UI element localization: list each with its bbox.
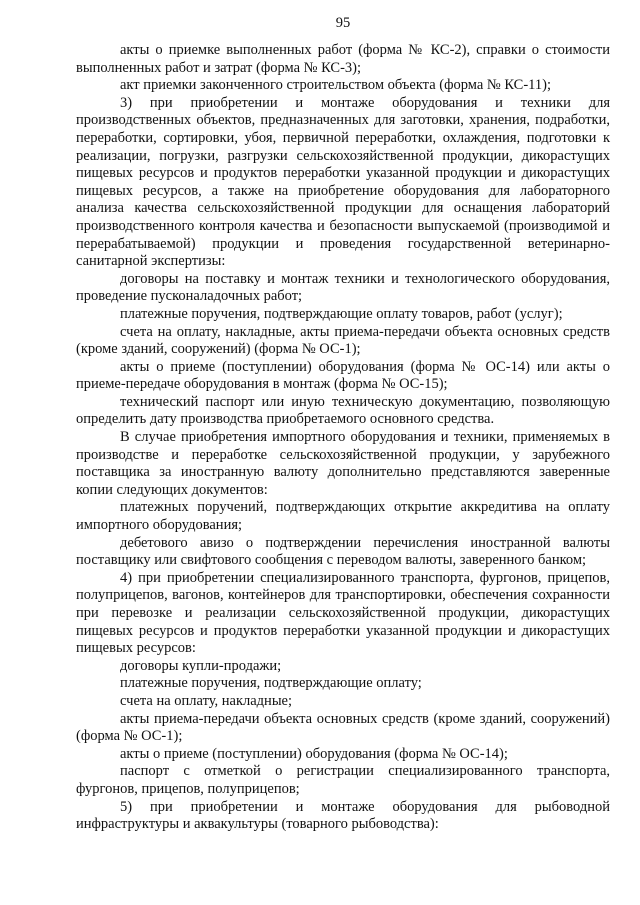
paragraph-os14-acts: акты о приеме (поступлении) оборудования (форма № ОС-14); [120,745,508,762]
paragraph-os1-acts: акты приема-передачи объекта основных средств (кроме зданий, сооружений) (форма № ОС-1); [76,710,610,745]
paragraph-debit-advice: дебетового авизо о подтверждении перечисления иностранной валюты поставщику или свифтового сообщения с переводом валюты, заверенного банком; [76,534,610,569]
paragraph-item-3-equipment: 3) при приобретении и монтаже оборудования и техники для производственных объектов, предназначенных для заготовки, хранения, подработки, переработки, сортировки, убоя, первичной переработки, охлаждения, подготовки к реализации, погрузки, разгрузки сельскохозяйственной продукции, дикорастущих пищевых ресурсов и продуктов переработки указанной продукции и дикорастущих пищевых ресурсов, а также на приобретение оборудования для лабораторного анализа качества сельскохозяйственной продукции для оснащения лабораторий производственного контроля качества и безопасности выпускаемой (производимой и перерабатываемой) продукции и проведения государственной ветеринарно-санитарной экспертизы: [76,94,610,270]
paragraph-supply-contracts: договоры на поставку и монтаж техники и технологического оборудования, проведение пусконаладочных работ; [76,270,610,305]
paragraph-os14-os15-acts: акты о приеме (поступлении) оборудования (форма № ОС-14) или акты о приеме-передаче оборудования в монтаж (форма № ОС-15); [76,358,610,393]
paragraph-ks11-act: акт приемки законченного строительством объекта (форма № КС-11); [120,77,551,94]
paragraph-import-equipment: В случае приобретения импортного оборудования и техники, применяемых в производстве и переработке сельскохозяйственной продукции, у зарубежного поставщика за иностранную валюту дополнительно представляются заверенные копии следующих документов: [76,429,610,498]
paragraph-letter-of-credit: платежных поручений, подтверждающих открытие аккредитива на оплату импортного оборудования; [76,499,610,534]
page-number: 95 [335,15,351,31]
paragraph-sale-contracts: договоры купли-продажи; [120,657,282,674]
paragraph-item-4-transport: 4) при приобретении специализированного транспорта, фургонов, прицепов, полуприцепов, вагонов, контейнеров для транспортировки, обеспечения сохранности при перевозке и реализации сельскохозяйственной продукции, дикорастущих пищевых ресурсов и продуктов переработки указанной продукции и дикорастущих пищевых ресурсов: [76,569,610,657]
document-page [76,12,610,834]
paragraph-payment-orders: платежные поручения, подтверждающие оплату товаров, работ (услуг); [120,305,563,322]
paragraph-transport-passport: паспорт с отметкой о регистрации специализированного транспорта, фургонов, прицепов, полуприцепов; [76,763,610,797]
paragraph-ks2-acts: акты о приемке выполненных работ (форма № КС-2), справки о стоимости выполненных работ и затрат (форма № КС-3); [76,42,610,76]
paragraph-technical-passport: технический паспорт или иную техническую документацию, позволяющую определить дату производства приобретаемого основного средства. [76,393,610,428]
paragraph-invoices-os1: счета на оплату, накладные, акты приема-передачи объекта основных средств (кроме зданий, сооружений) (форма № ОС-1); [76,323,610,358]
paragraph-invoices: счета на оплату, накладные; [120,692,293,709]
paragraph-payment-orders-2: платежные поручения, подтверждающие оплату; [120,675,422,692]
paragraph-item-5-fish-farming: 5) при приобретении и монтаже оборудования для рыбоводной инфраструктуры и аквакультуры (товарного рыбоводства): [76,798,610,833]
